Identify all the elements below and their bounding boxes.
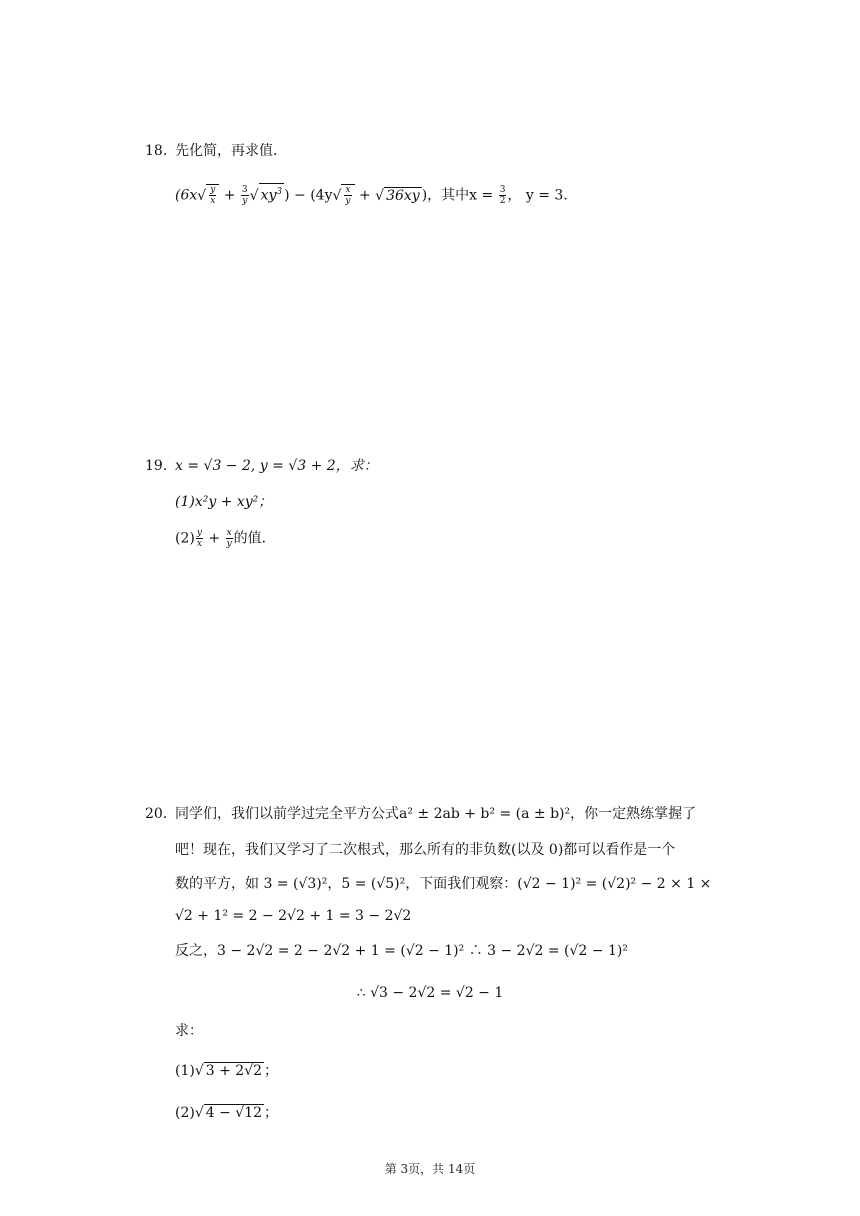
page-footer: 第 3页，共 14页 bbox=[384, 1162, 476, 1176]
q18-instruction: 先化简，再求值． bbox=[175, 143, 287, 159]
q18-tail: ， y = 3． bbox=[507, 187, 578, 204]
q20-line5: 反之，3 − 2√2 = 2 − 2√2 + 1 = (√2 − 1)² ∴ 3 − 2√2 = (√2 − 1)² bbox=[175, 943, 628, 959]
q20-line2: 吧！现在，我们又学习了二次根式，那么所有的非负数(以及 0)都可以看作是一个 bbox=[175, 842, 676, 858]
radical: √ 4 − √12 bbox=[194, 1105, 263, 1121]
q18-expr-mid2: ) − (4y bbox=[284, 187, 333, 204]
q18-expr-mid1: + bbox=[223, 187, 236, 204]
q18-expr-prefix: (6x bbox=[175, 187, 198, 204]
q20-line4: √2 + 1² = 2 − 2√2 + 1 = 3 − 2√2 bbox=[175, 908, 412, 924]
q20-part1 bbox=[175, 1061, 278, 1081]
q19-part2-prefix: (2) bbox=[175, 530, 195, 547]
q19-part1: (1)x²y + xy²； bbox=[175, 494, 273, 510]
q20-line1: 同学们，我们以前学过完全平方公式a² ± 2ab + b² = (a ± b)²，你一定熟练掌握了 bbox=[175, 806, 697, 822]
q20-line3: 数的平方，如 3 = (√3)²，5 = (√5)²，下面我们观察：(√2 − 1)² = (√2)² − 2 × 1 × bbox=[175, 876, 712, 892]
q19-line1: x = √3 − 2, y = √3 + 2，求： bbox=[175, 458, 378, 474]
q19-part2: (2) $\frac{y}{x}$ + $\frac{x}{y}$ 的值． bbox=[175, 528, 276, 549]
q20-part2 bbox=[175, 1103, 278, 1123]
q20-ask: 求： bbox=[175, 1023, 203, 1039]
q18-expr-mid3: + bbox=[358, 187, 371, 204]
fraction: $\frac{x}{y}$ bbox=[226, 528, 232, 549]
q20-line6: ∴ √3 − 2√2 = √2 − 1 bbox=[356, 985, 504, 1001]
q20-part1-prefix: (1) bbox=[175, 1063, 195, 1079]
radical: √ 36xy bbox=[375, 187, 420, 204]
fraction: $\frac{3}{y}$ bbox=[241, 185, 248, 207]
fraction: $\frac{y}{x}$ bbox=[196, 528, 202, 549]
q20-number: 20. bbox=[145, 806, 168, 822]
radical: √ 3 + 2√2 bbox=[194, 1063, 263, 1079]
radical: √ $\frac{y}{x}$ bbox=[197, 184, 219, 206]
q20-part2-prefix: (2) bbox=[175, 1105, 195, 1121]
fraction: $\frac{3}{2}$ bbox=[499, 185, 506, 207]
radical: √ $\frac{x}{y}$ bbox=[333, 184, 355, 206]
q18-expr-end: )，其中x = bbox=[421, 187, 498, 204]
q18-expression bbox=[175, 183, 577, 206]
q20-part2-suffix: ； bbox=[264, 1105, 279, 1121]
q18-number: 18. bbox=[145, 143, 168, 159]
q19-number: 19. bbox=[145, 458, 168, 474]
q19-part2-suffix: 的值． bbox=[233, 530, 276, 547]
radical: √ $xy^3$ bbox=[250, 183, 284, 206]
q20-part1-suffix: ； bbox=[264, 1063, 279, 1079]
